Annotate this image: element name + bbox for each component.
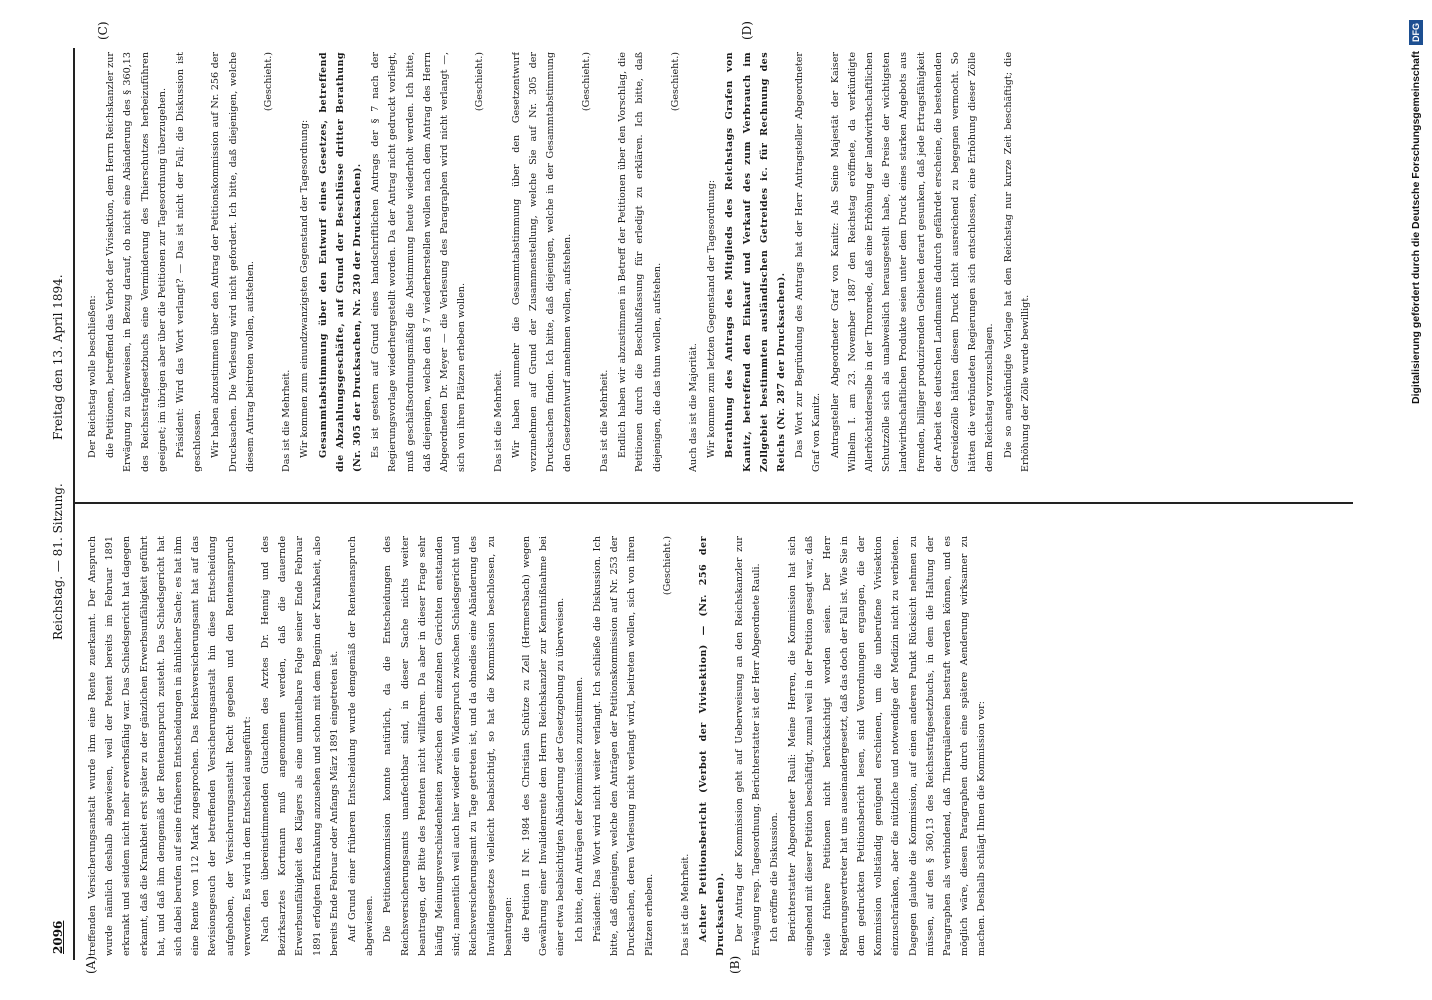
header-rule [73, 48, 75, 960]
paragraph: Auch das ist die Majorität. [687, 343, 699, 472]
paragraph: Nach den übereinstimmenden Gutachten des Arztes Dr. Hennig und des Bezirksarztes Kortmann muß angenommen werden, daß die dauernde Erwerbsunfähigkeit des Klägers als eine unmittelbare Folge seiner Ende Februar 1891 erfolgten Erkrankung anzusehen und schon mit dem Beginn der Krankheit, also bereits Ende Februar oder Anfangs März 1891 eingetreten ist. [260, 536, 340, 956]
paragraph: Auf Grund einer früheren Entscheidung wurde demgemäß der Rentenanspruch abgewiesen. [347, 536, 376, 956]
paragraph: Wir kommen zum einundzwanzigsten Gegenstand der Tagesordnung: [299, 119, 311, 458]
margin-marker-c: (C) [96, 21, 110, 40]
agenda-heading: Berathung des Antrags des Mitglieds des Reichstags Grafen von Kanitz, betreffend den Einkauf und Verkauf des zum Verbrauch im Zollgebiet bestimmten ausländischen Getreides ic. für Rechnung des Reichs (Nr. 287 der Drucksachen). [724, 52, 787, 472]
dfg-logo: DFG [1409, 20, 1423, 45]
paragraph: Antragsteller Abgeordneter Graf von Kanitz: Als Seine Majestät der Kaiser Wilhelm I. am 23. November 1887 den Reichstag eröffnete, da verkündigte Allerhöchstderselbe in der Thronrede, daß eine Erhöhung der landwirthschaftlichen Schutzzölle sich als unabweislich herausgestellt habe, die Preise der wichtigsten landwirthschaftlichen Produkte seien unter dem Druck eines starken Angebots aus fremden, billiger produzirenden Gebieten derart gesunken, daß jede Ertragsfähigkeit der Arbeit des deutschen Landmanns dadurch gefährdet erscheine, die bestehenden Getreidezölle hätten diesem Druck nicht ausreichend zu begegnen vermocht. So hätten die verbündeten Regierungen sich entschlossen, eine Erhöhung dieser Zölle dem Reichstag vorzuschlagen. [829, 52, 996, 472]
paragraph: Wir haben abzustimmen über den Antrag der Petitionskommission auf Nr. 256 der Drucksachen. Die Verlesung wird nicht gefordert. Ich bitte, daß diejenigen, welche diesem Antrag beitreten wollen, aufstehen. [210, 52, 256, 472]
paragraph: Der Antrag der Kommission geht auf Ueberweisung an den Reichskanzler zur Erwägung resp. Tagesordnung. Berichterstatter ist der Herr Abgeordnete Rauli. [733, 536, 762, 956]
margin-marker-b: (B) [728, 955, 742, 974]
margin-marker-a: (A) [84, 955, 98, 974]
paragraph: Die Petitionskommission konnte natürlich, da die Entscheidungen des Reichsversicherungsamts unanfechtbar sind, in dieser Sache nichts weiter beantragen, der Bitte des Petenten nicht willfahren. Da aber in dieser Frage sehr häufig Meinungsverschiedenheiten zwischen den einzelnen Gerichten entstanden sind; namentlich weil auch hier wieder ein Widerspruch zwischen Schiedsgericht und Reichsversicherungsamt zu Tage getreten ist, und da ohnedies eine Abänderung des Invalidengesetzes vielleicht beabsichtigt, so hat die Kommission beschlossen, zu beantragen: [382, 536, 514, 956]
stage-direction: (Geschieht.) [580, 52, 592, 112]
agenda-heading: Achter Petitionsbericht (Verbot der Vivisektion) — (Nr. 256 der Drucksachen). [698, 536, 727, 956]
running-header-right: Freitag den 13. April 1894. [51, 274, 65, 440]
stage-direction: (Geschieht.) [263, 52, 275, 112]
paragraph: Das ist die Mehrheit. [281, 369, 293, 472]
paragraph: Ich eröffne die Diskussion. [768, 812, 780, 942]
stage-direction: (Geschieht.) [474, 52, 486, 112]
paragraph: die Petitionen, betreffend das Verbot der Vivisektion, dem Herrn Reichskanzler zur Erwägung zu überweisen, in Bezug darauf, ob nicht eine Abänderung des § 360,13 des Reichsstrafgesetzbuchs eine Verminderung des Thierschutzes herbeizuführen geeignet; im übrigen aber über die Petitionen zur Tagesordnung überzugehen. [105, 52, 168, 472]
paragraph: Es ist gestern auf Grund eines handschriftlichen Antrags der § 7 nach der Regierungsvorlage wiederhergestellt worden. Da der Antrag nicht gedruckt vorliegt, muß geschäftsordnungsmäßig die Abstimmung heute wiederholt werden. Ich bitte, daß diejenigen, welche den § 7 wiederherstellen wollen nach dem Antrag des Herrn Abgeordneten Dr. Meyer — die Verlesung des Paragraphen wird nicht verlangt —, sich von ihren Plätzen erheben wollen. [370, 52, 468, 472]
paragraph: Das ist die Mehrheit. [598, 369, 610, 472]
paragraph: Das ist die Mehrheit. [492, 369, 504, 472]
paragraph: Endlich haben wir abzustimmen in Betreff der Petitionen über den Vorschlag, die Petitionen durch die Beschlußfassung für erledigt zu erklären. Ich bitte, daß diejenigen, die das thun wollen, aufstehen. [617, 52, 663, 472]
paragraph: Präsident: Wird das Wort verlangt? — Das ist nicht der Fall; die Diskussion ist geschlossen. [175, 52, 204, 472]
paragraph: Das ist die Mehrheit. [679, 853, 691, 956]
paragraph: Ich bitte, den Anträgen der Kommission zuzustimmen. [573, 676, 585, 942]
digitization-credit [1405, 20, 1427, 680]
margin-marker-d: (D) [740, 21, 754, 40]
left-text-column [84, 536, 1364, 956]
paragraph: Wir kommen zum letzten Gegenstand der Tagesordnung: [706, 179, 718, 458]
paragraph: treffenden Versicherungsanstalt wurde ihm eine Rente zuerkannt. Der Anspruch wurde nämlich deshalb abgewiesen, weil der Petent bereits im Februar 1891 erkrankt und seitdem nicht mehr erwerbsfähig war. Das Schiedsgericht hat dagegen erkannt, daß die Krankheit erst später zu der gänzlichen Erwerbsunfähigkeit geführt hat, und daß ihm demgemäß der Rentenanspruch zusteht. Das Schiedsgericht hat sich dabei berufen auf seine früheren Entscheidungen in ähnlicher Sache; es hat ihm eine Rente von 112 Mark zugesprochen. Das Reichsversicherungsamt hat auf das Revisionsgesuch der betreffenden Versicherungsanstalt hin diese Entscheidung aufgehoben, der Versicherungsanstalt Recht gegeben und den Rentenanspruch verworfen. Es wird in dem Entscheid ausgeführt: [87, 536, 253, 956]
paragraph: Das Wort zur Begründung des Antrags hat der Herr Antragsteller Abgeordneter Graf von Kanitz. [794, 52, 823, 472]
paragraph: Wir haben nunmehr die Gesammtabstimmung über den Gesetzentwurf vorzunehmen auf Grund der Zusammenstellung, welche Sie auf Nr. 305 der Drucksachen finden. Ich bitte, daß diejenigen, welche in der Gesammtabstimmung den Gesetzentwurf annehmen wollen, aufstehen. [510, 52, 574, 472]
column-divider [73, 502, 1353, 504]
paragraph: die Petition II Nr. 1984 des Christian Schütze zu Zell (Hermersbach) wegen Gewährung einer Invalidenrente dem Herrn Reichskanzler zur Kenntnißnahme bei einer etwa beabsichtigten Abänderung der Gesetzgebung zu überweisen. [521, 536, 567, 956]
running-header-left: Reichstag. — 81. Sitzung. [51, 483, 65, 640]
paragraph: Die so angekündigte Vorlage hat den Reichstag nur kurze Zeit beschäftigt; die Erhöhung der Zölle wurde bewilligt. [1002, 52, 1031, 472]
agenda-heading: Gesammtabstimmung über den Entwurf eines Gesetzes, betreffend die Abzahlungsgeschäfte, auf Grund der Beschlüsse dritter Berathung (Nr. 305 der Drucksachen, Nr. 230 der Drucksachen). [317, 52, 364, 472]
paragraph: Der Reichstag wolle beschließen: [87, 295, 98, 458]
paragraph: Berichterstatter Abgeordneter Rauli: Meine Herren, die Kommission hat sich eingehend mit dieser Petition beschäftigt, zumal weil in der Petition gesagt war, daß viele frühere Petitionen nicht berücksichtigt worden seien. Der Herr Regierungsvertreter hat uns auseinandergesetzt, daß das doch der Fall ist. Wie Sie in dem gedruckten Petitionsbericht lesen, sind Verordnungen ergangen, die der Kommission vollständig genügend erschienen, um die unberufene Vivisektion einzuschränken, aber die nützliche und notwendige der Medizin nicht zu verbieten. Dagegen glaubte die Kommission, auf einen anderen Punkt Rücksicht nehmen zu müssen, auf den § 360,13 des Reichsstrafgesetzbuchs, in dem die Haltung der Paragraphen als verbindend, daß Thierquälereien bestraft werden können, und es möglich wäre, diesen Paragraphen durch eine spätere Aenderung wirksamer zu machen. Deshalb schlägt Ihnen die Kommission vor: [787, 536, 988, 956]
credit-text: Digitalisierung gefördert durch die Deutsche Forschungsgemeinschaft [1410, 51, 1422, 404]
right-text-column [84, 52, 1324, 472]
paragraph: Präsident: Das Wort wird nicht weiter verlangt. Ich schließe die Diskussion. Ich bitte, daß diejenigen, welche den Anträgen der Petitionskommission auf Nr. 253 der Drucksachen, deren Verlesung nicht verlangt wird, beitreten wollen, sich von ihren Plätzen erheben. [591, 536, 655, 956]
stage-direction: (Geschieht.) [669, 52, 681, 112]
page-number: 2096 [51, 920, 65, 954]
stage-direction: (Geschieht.) [661, 536, 673, 596]
